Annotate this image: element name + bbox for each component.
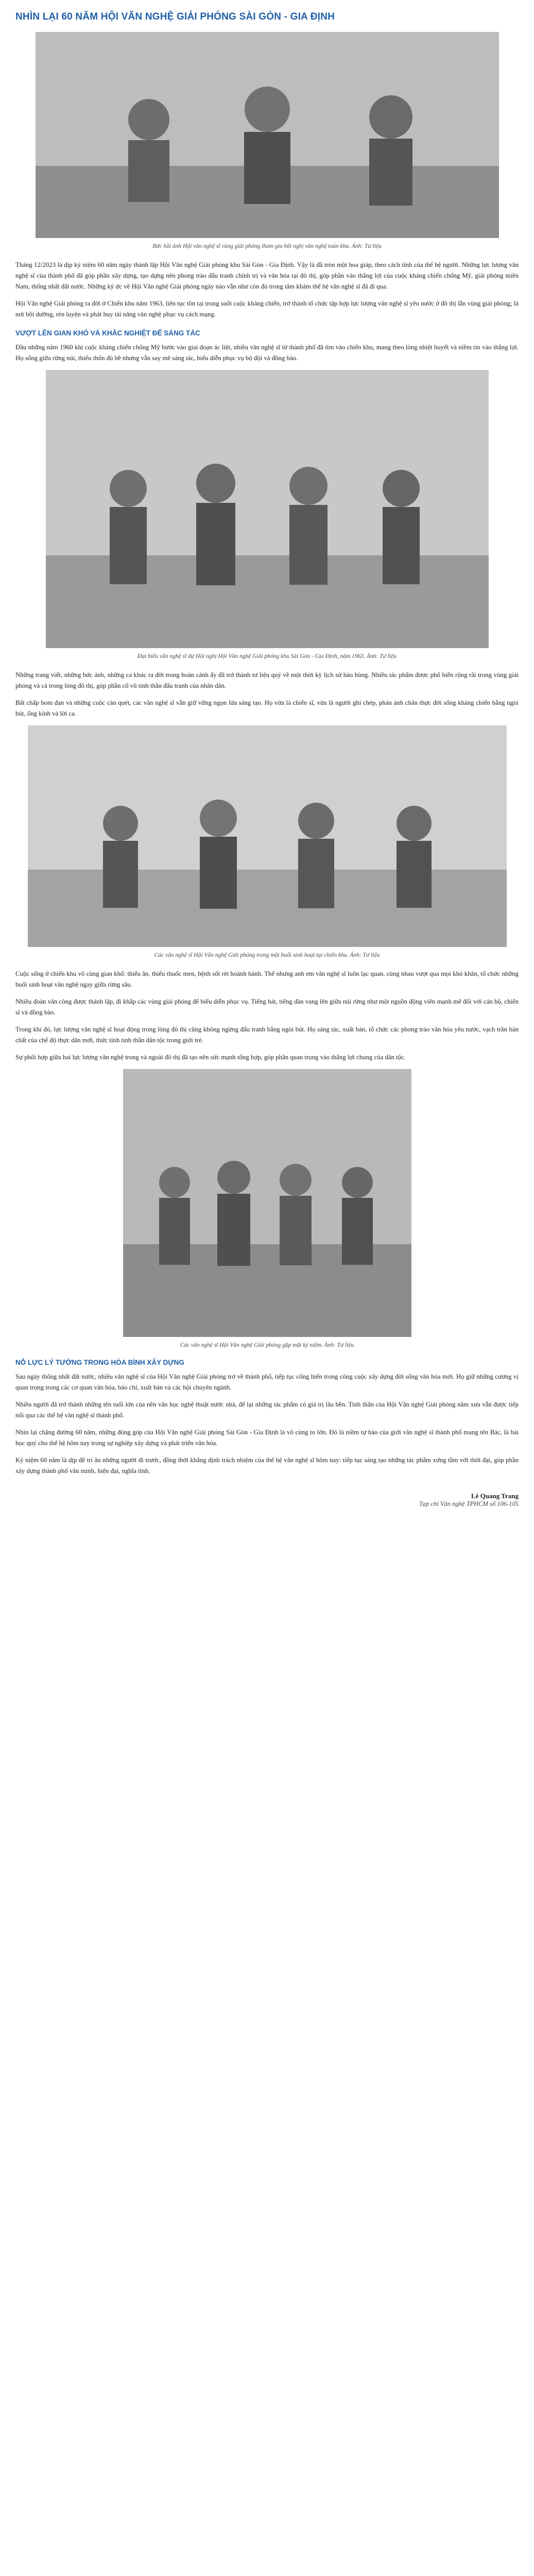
body-paragraph: Nhiều đoàn văn công được thành lập, đi khắp các vùng giải phóng để biểu diễn phục vụ. Tiếng hát, tiếng đàn vang lên giữa núi rừng như một nguồn động viên mạnh mẽ đối với cán bộ, chiến sĩ và đồng bào. <box>15 998 519 1016</box>
body-paragraph: Sau ngày thống nhất đất nước, nhiều văn nghệ sĩ của Hội Văn nghệ Giải phóng trở về thành phố, tiếp tục cống hiến trong công cuộc xây dựng đời sống văn hóa mới. Họ giữ những cương vị quan trọng trong các cơ quan văn hóa, báo chí, xuất bản và các hội chuyên ngành. <box>15 1373 519 1391</box>
caption-3: Các văn nghệ sĩ Hội Văn nghệ Giải phóng trong một buổi sinh hoạt tại chiến khu. Ảnh: Tư liệu <box>154 952 380 958</box>
caption-1: Bức hồi ảnh Hội văn nghệ sĩ vùng giải phóng tham gia hội nghị văn nghệ toàn khu. Ảnh: Tư liệu <box>152 243 382 249</box>
intro-paragraph: Hội Văn nghệ Giải phóng ra đời ở Chiến khu năm 1963, liên tục tồn tại trong suốt cuộc kháng chiến, trở thành tổ chức tập hợp lực lượng văn nghệ sĩ yêu nước ở đô thị lẫn vùng giải phóng; là nơi bồi dưỡng, rèn luyện và phát huy tài năng văn nghệ phục vụ cách mạng. <box>15 300 519 318</box>
caption-2: Đại biểu văn nghệ sĩ dự Hội nghị Hội Văn nghệ Giải phóng khu Sài Gòn - Gia Định, năm 1963. Ảnh: Tư liệu <box>137 653 397 659</box>
photo-3-image <box>28 725 507 947</box>
article <box>0 11 534 1508</box>
author-name: Lê Quang Trang <box>471 1492 519 1500</box>
body-paragraph: Những trang viết, những bức ảnh, những ca khúc ra đời trong hoàn cảnh ấy đã trở thành tư liệu quý về một thời kỳ lịch sử hào hùng. Nhiều tác phẩm được phổ biến rộng rãi trong vùng giải phóng và cả trong lòng đô thị, góp phần cổ vũ tinh thần đấu tranh của nhân dân. <box>15 671 519 689</box>
body-paragraph: Sự phối hợp giữa hai lực lượng văn nghệ trong và ngoài đô thị đã tạo nên sức mạnh tổng hợp, góp phần quan trọng vào thắng lợi chung của dân tộc. <box>15 1054 406 1061</box>
section-heading: NỖ LỰC LÝ TƯỞNG TRONG HÒA BÌNH XÂY DỰNG <box>15 1359 184 1366</box>
body-paragraph: Trong khi đó, lực lượng văn nghệ sĩ hoạt động trong lòng đô thị cũng không ngừng đấu tranh bằng ngòi bút. Họ sáng tác, xuất bản, tổ chức các phong trào văn hóa yêu nước, vạch trần bản chất của chế độ thực dân mới, thức tỉnh tinh thần dân tộc trong giới trẻ. <box>15 1026 519 1044</box>
author-source: Tạp chí Văn nghệ TPHCM số 106-105 <box>419 1500 519 1507</box>
photo-4-image <box>123 1069 411 1337</box>
photo-1-image <box>36 32 499 238</box>
body-paragraph: Nhiều người đã trở thành những tên tuổi lớn của nền văn học nghệ thuật nước nhà, để lại những tác phẩm có giá trị lâu bền. Tinh thần của Hội Văn nghệ Giải phóng năm xưa vẫn được tiếp nối qua các thế hệ văn nghệ sĩ thành phố. <box>15 1401 519 1419</box>
body-paragraph: Cuộc sống ở chiến khu vô cùng gian khổ: thiếu ăn, thiếu thuốc men, bệnh sốt rét hoành hành. Thế nhưng anh em văn nghệ sĩ luôn lạc quan, cùng nhau vượt qua mọi khó khăn, tổ chức những buổi sinh hoạt văn nghệ ngay giữa rừng sâu. <box>15 970 519 988</box>
body-paragraph: Đầu những năm 1960 khi cuộc kháng chiến chống Mỹ bước vào giai đoạn ác liệt, nhiều văn nghệ sĩ từ thành phố đã tìm vào chiến khu, mang theo lòng nhiệt huyết và niềm tin vào thắng lợi. Họ sống giữa rừng núi, thiếu thốn đủ bề nhưng vẫn say mê sáng tác, biểu diễn phục vụ bộ đội và đồng bào. <box>15 344 519 362</box>
photo-2-image <box>46 370 489 648</box>
author-signature <box>15 1492 519 1508</box>
photo-4 <box>123 1069 411 1337</box>
body-paragraph: Bất chấp bom đạn và những cuộc càn quét, các văn nghệ sĩ vẫn giữ vững ngọn lửa sáng tạo. Họ vừa là chiến sĩ, vừa là người ghi chép, phản ánh chân thực đời sống kháng chiến bằng ngòi bút, ống kính và lời ca. <box>15 699 519 717</box>
photo-1 <box>36 32 499 238</box>
photo-3 <box>28 725 507 947</box>
intro-paragraph: Tháng 12/2023 là dịp kỷ niệm 60 năm ngày thành lập Hội Văn nghệ Giải phóng khu Sài Gòn - Gia Định. Vậy là đã tròn một hoa giáp, theo cách tính của thế hệ người. Những lực lượng văn nghệ sĩ của thành phố đã góp phần xây dựng, tạo dựng nên phong trào đấu tranh chính trị và văn hóa tại đô thị, góp phần vào thắng lợi của cuộc kháng chiến chống Mỹ, giải phóng miền Nam, thống nhất đất nước. Những ký ức về Hội Văn nghệ Giải phóng ngày nào vẫn như còn đó trong tâm khảm thế hệ văn nghệ sĩ đã đi qua. <box>15 261 519 290</box>
section-heading: VƯỢT LÊN GIAN KHÓ VÀ KHẮC NGHIỆT ĐỂ SÁNG TÁC <box>15 329 200 337</box>
body-paragraph: Nhìn lại chặng đường 60 năm, những đóng góp của Hội Văn nghệ Giải phóng Sài Gòn - Gia Định là vô cùng to lớn. Đó là niềm tự hào của giới văn nghệ sĩ thành phố mang tên Bác, là bài học quý cho thế hệ hôm nay trong sự nghiệp xây dựng và phát triển văn hóa. <box>15 1429 519 1447</box>
photo-2 <box>46 370 489 648</box>
body-paragraph: Kỷ niệm 60 năm là dịp để tri ân những người đi trước, đồng thời khẳng định trách nhiệm của thế hệ văn nghệ sĩ hôm nay: tiếp tục sáng tạo những tác phẩm xứng tầm với thời đại, góp phần xây dựng thành phố văn minh, hiện đại, nghĩa tình. <box>15 1456 519 1475</box>
article-title: NHÌN LẠI 60 NĂM HỘI VĂN NGHỆ GIẢI PHÓNG SÀI GÒN - GIA ĐỊNH <box>15 11 335 22</box>
caption-4: Các văn nghệ sĩ Hội Văn nghệ Giải phóng gặp mặt kỷ niệm. Ảnh: Tư liệu <box>180 1342 354 1348</box>
